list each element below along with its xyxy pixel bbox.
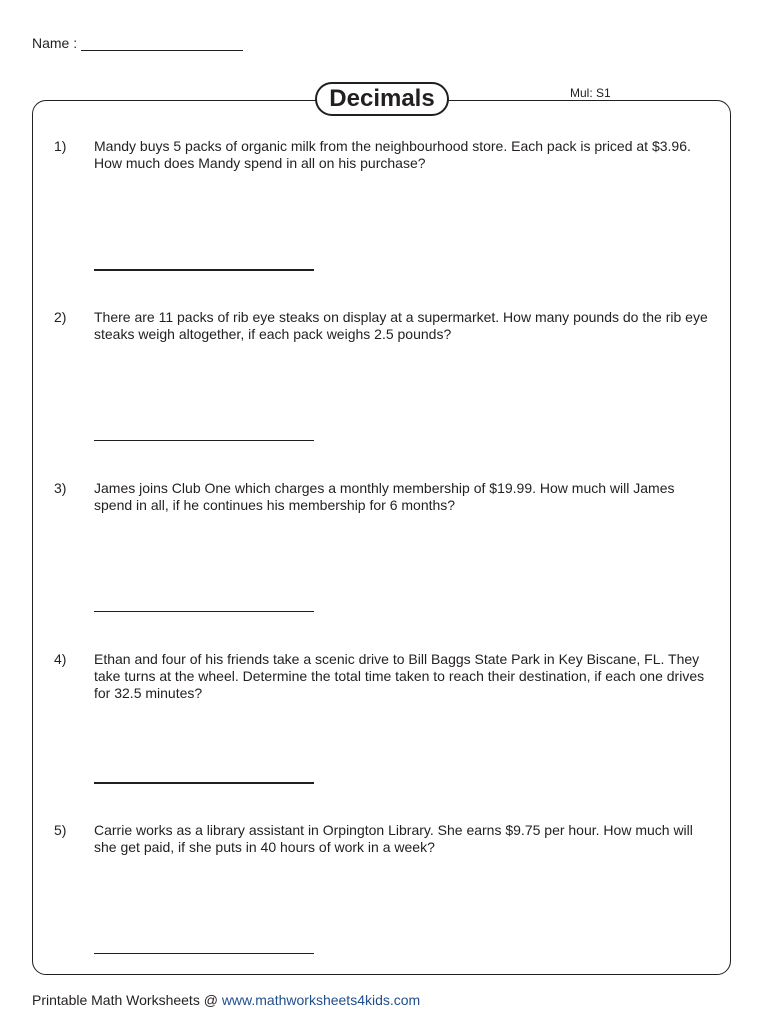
name-blank-line[interactable]: [81, 34, 243, 51]
problem-text: Carrie works as a library assistant in Orpington Library. She earns $9.75 per hour. How much will she get paid, if she puts in 40 hours of work in a week?: [94, 822, 693, 855]
title-text: Decimals: [329, 85, 435, 112]
answer-line-2[interactable]: [94, 440, 314, 441]
problem-text: Ethan and four of his friends take a scenic drive to Bill Baggs State Park in Key Biscane, FL. They take turns at the wheel. Determine the total time taken to reach their destination, if each one drives for 32.5 minutes?: [94, 651, 705, 701]
answer-line-1[interactable]: [94, 269, 314, 271]
problem-number: 5): [54, 822, 67, 838]
problem-text: James joins Club One which charges a monthly membership of $19.99. How much will James spend in all, if he continues his membership for 6 months?: [94, 480, 675, 513]
problem-text: Mandy buys 5 packs of organic milk from the neighbourhood store. Each pack is priced at $3.96. How much does Mandy spend in all on his purchase?: [94, 138, 691, 171]
answer-line-3[interactable]: [94, 611, 314, 612]
answer-line-4[interactable]: [94, 782, 314, 784]
problem-number: 1): [54, 138, 67, 154]
footer-link[interactable]: www.mathworksheets4kids.com: [221, 992, 421, 1008]
answer-line-5[interactable]: [94, 953, 314, 954]
problem-number: 2): [54, 309, 67, 325]
problem-text: There are 11 packs of rib eye steaks on display at a supermarket. How many pounds do the rib eye steaks weigh altogether, if each pack weighs 2.5 pounds?: [94, 309, 708, 342]
footer: [32, 992, 420, 1008]
problem-number: 3): [54, 480, 67, 496]
worksheet-code: Mul: S1: [570, 86, 611, 100]
footer-label: Printable Math Worksheets @: [32, 992, 218, 1008]
name-label: Name :: [32, 35, 78, 51]
page-title: [315, 82, 449, 116]
problem-number: 4): [54, 651, 67, 667]
name-field-row: [32, 34, 243, 51]
